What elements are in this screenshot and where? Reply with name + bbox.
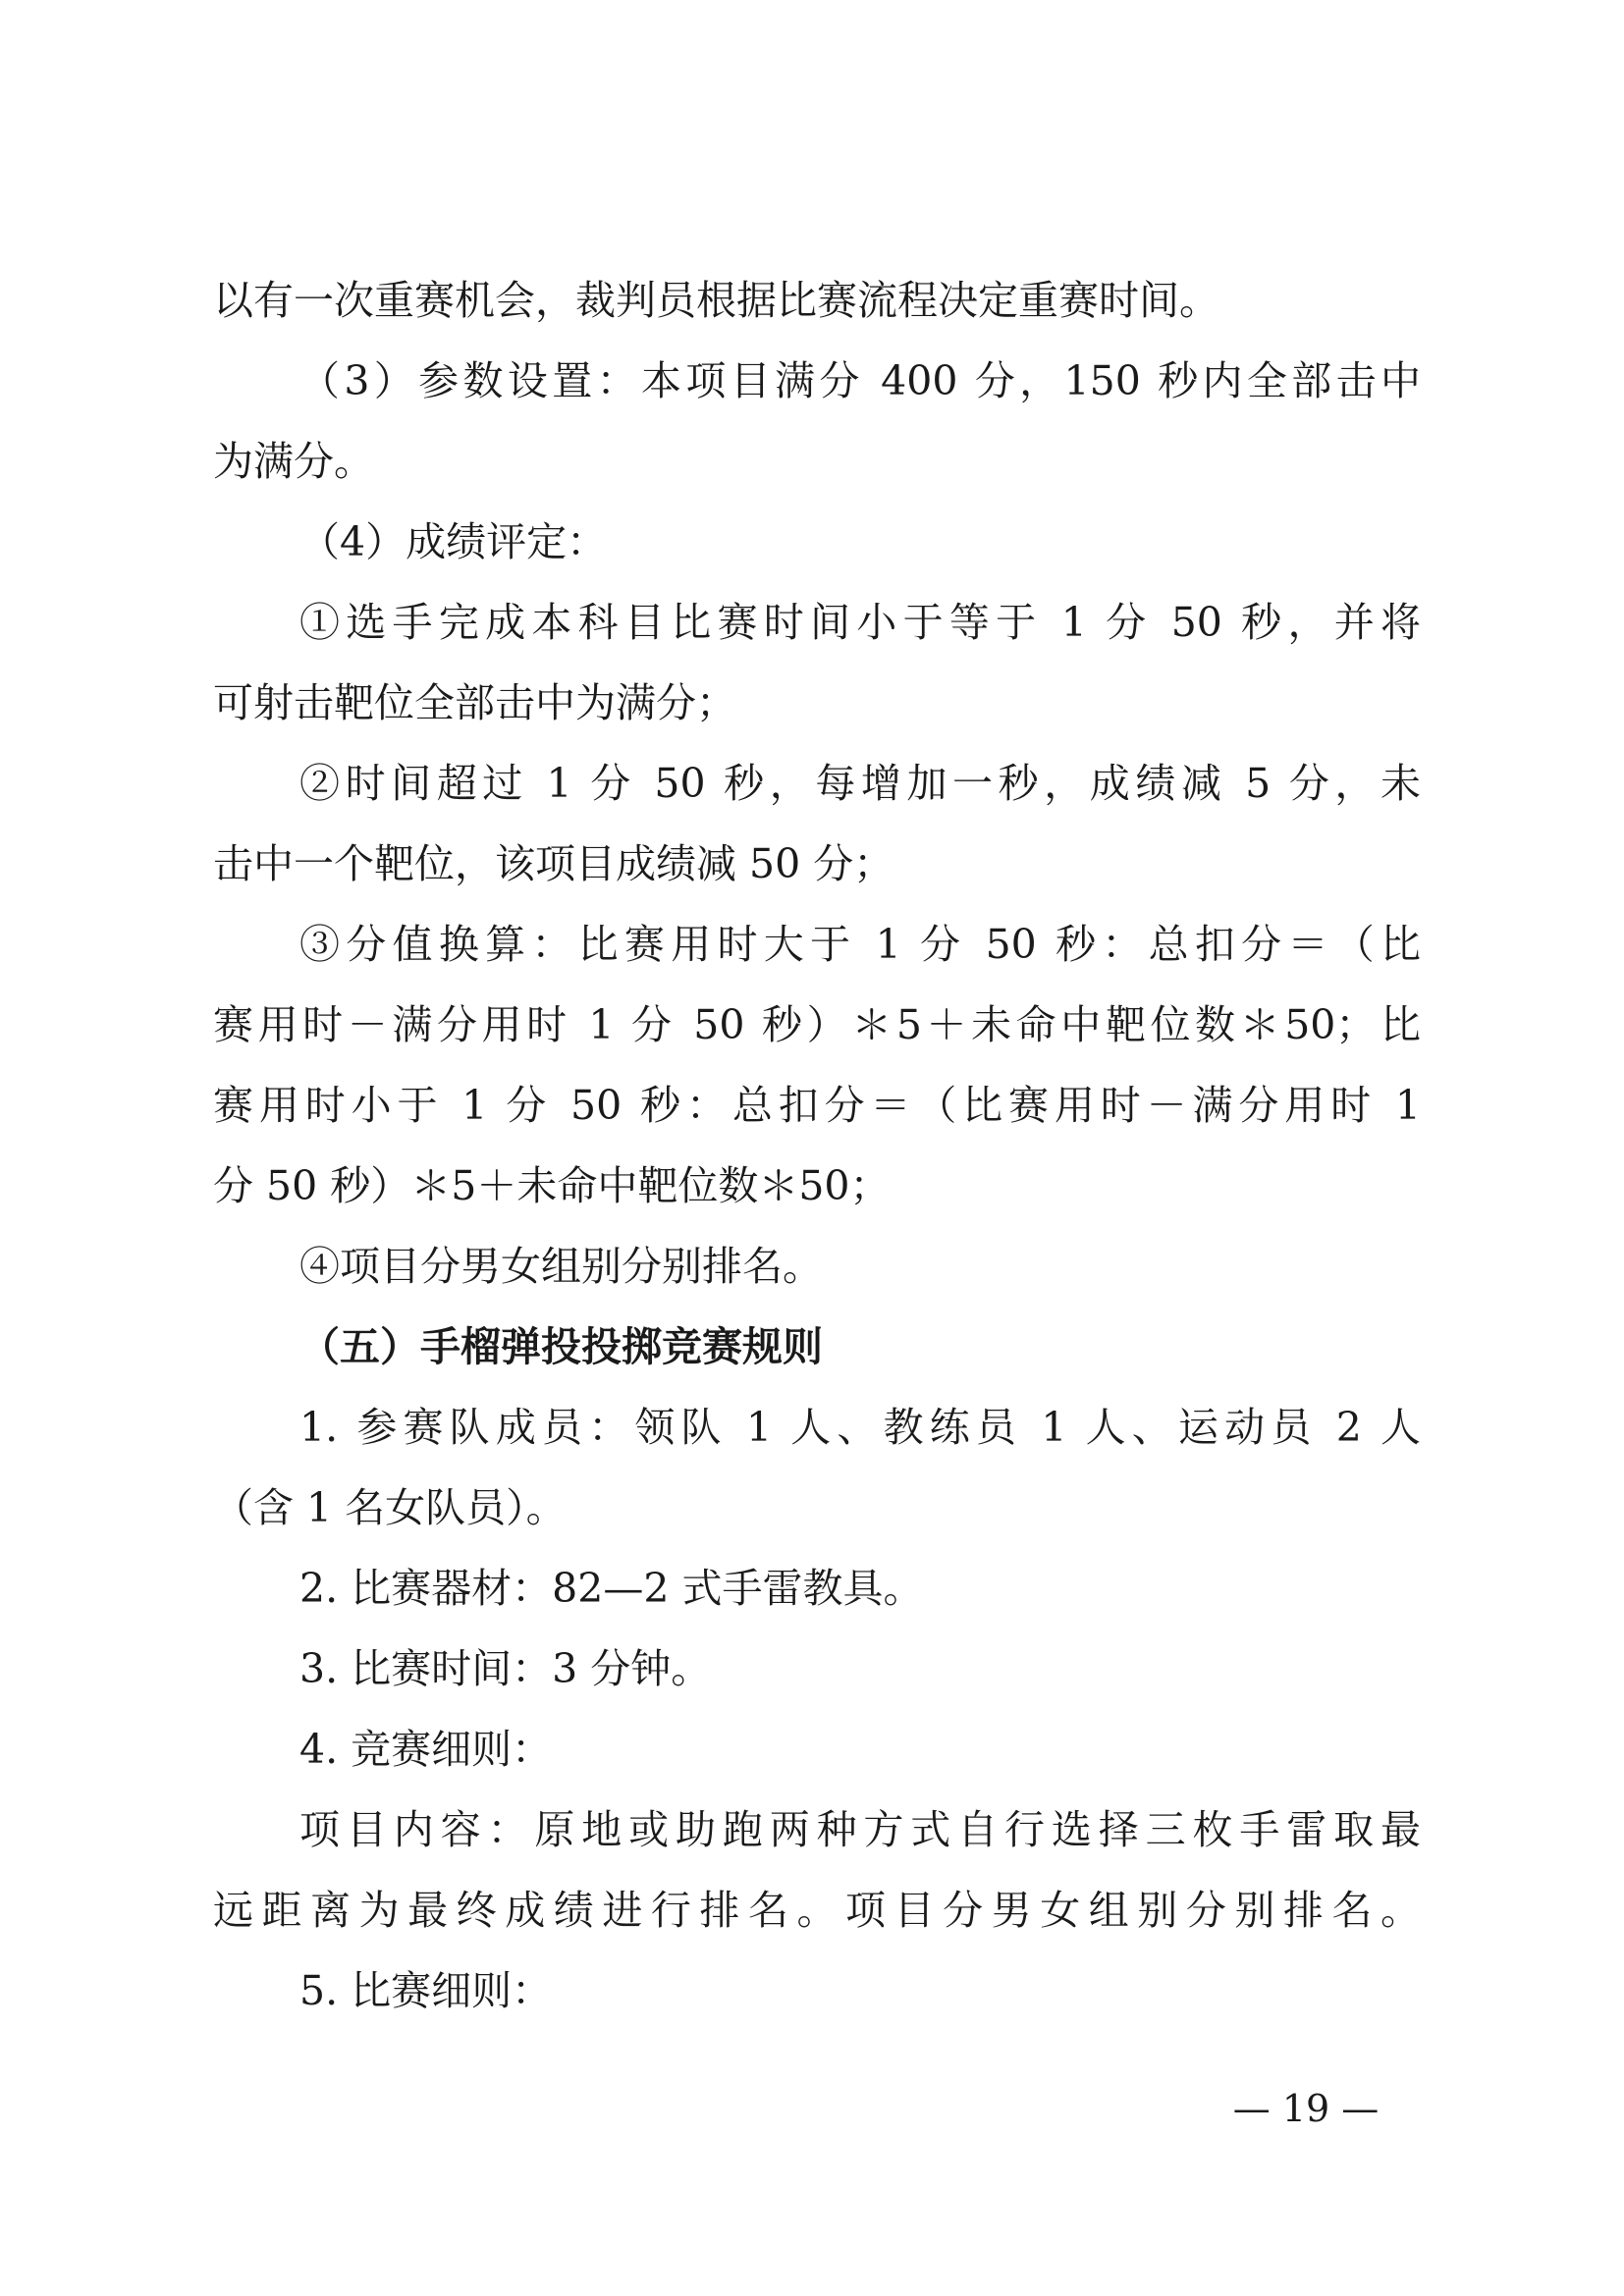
paragraph-line: （3）参数设置：本项目满分 400 分，150 秒内全部击中 — [299, 357, 1421, 404]
page-number: — 19 — — [1232, 2087, 1380, 2130]
paragraph-line: 3. 比赛时间：3 分钟。 — [299, 1645, 712, 1692]
paragraph-line: 可射击靶位全部击中为满分； — [213, 679, 736, 726]
paragraph-line: 分 50 秒）＊5＋未命中靶位数＊50； — [213, 1162, 891, 1209]
paragraph-line: 以有一次重赛机会，裁判员根据比赛流程决定重赛时间。 — [213, 277, 1219, 324]
paragraph-line: （4）成绩评定： — [299, 518, 608, 565]
paragraph-line: ②时间超过 1 分 50 秒，每增加一秒，成绩减 5 分，未 — [299, 760, 1421, 807]
paragraph-line: （含 1 名女队员）。 — [213, 1484, 567, 1531]
paragraph-line: 4. 竞赛细则： — [299, 1726, 553, 1773]
paragraph-line: 击中一个靶位，该项目成绩减 50 分； — [213, 840, 894, 887]
paragraph-line: 为满分。 — [213, 438, 374, 485]
section-heading: （五）手榴弹投投掷竞赛规则 — [299, 1323, 823, 1370]
paragraph-line: 赛用时－满分用时 1 分 50 秒）＊5＋未命中靶位数＊50；比 — [213, 1001, 1421, 1048]
paragraph-line: 远距离为最终成绩进行排名。项目分男女组别分别排名。 — [213, 1887, 1421, 1934]
paragraph-line: ③分值换算：比赛用时大于 1 分 50 秒：总扣分＝（比 — [299, 921, 1421, 968]
paragraph-line: 1. 参赛队成员：领队 1 人、教练员 1 人、运动员 2 人 — [299, 1404, 1421, 1451]
paragraph-line: 5. 比赛细则： — [299, 1967, 553, 2014]
paragraph-line: 项目内容：原地或助跑两种方式自行选择三枚手雷取最 — [299, 1806, 1421, 1853]
paragraph-line: 2. 比赛器材：82—2 式手雷教具。 — [299, 1565, 924, 1612]
paragraph-line: 赛用时小于 1 分 50 秒：总扣分＝（比赛用时－满分用时 1 — [213, 1082, 1421, 1129]
paragraph-line: ①选手完成本科目比赛时间小于等于 1 分 50 秒，并将 — [299, 599, 1421, 646]
paragraph-line: ④项目分男女组别分别排名。 — [299, 1243, 823, 1290]
